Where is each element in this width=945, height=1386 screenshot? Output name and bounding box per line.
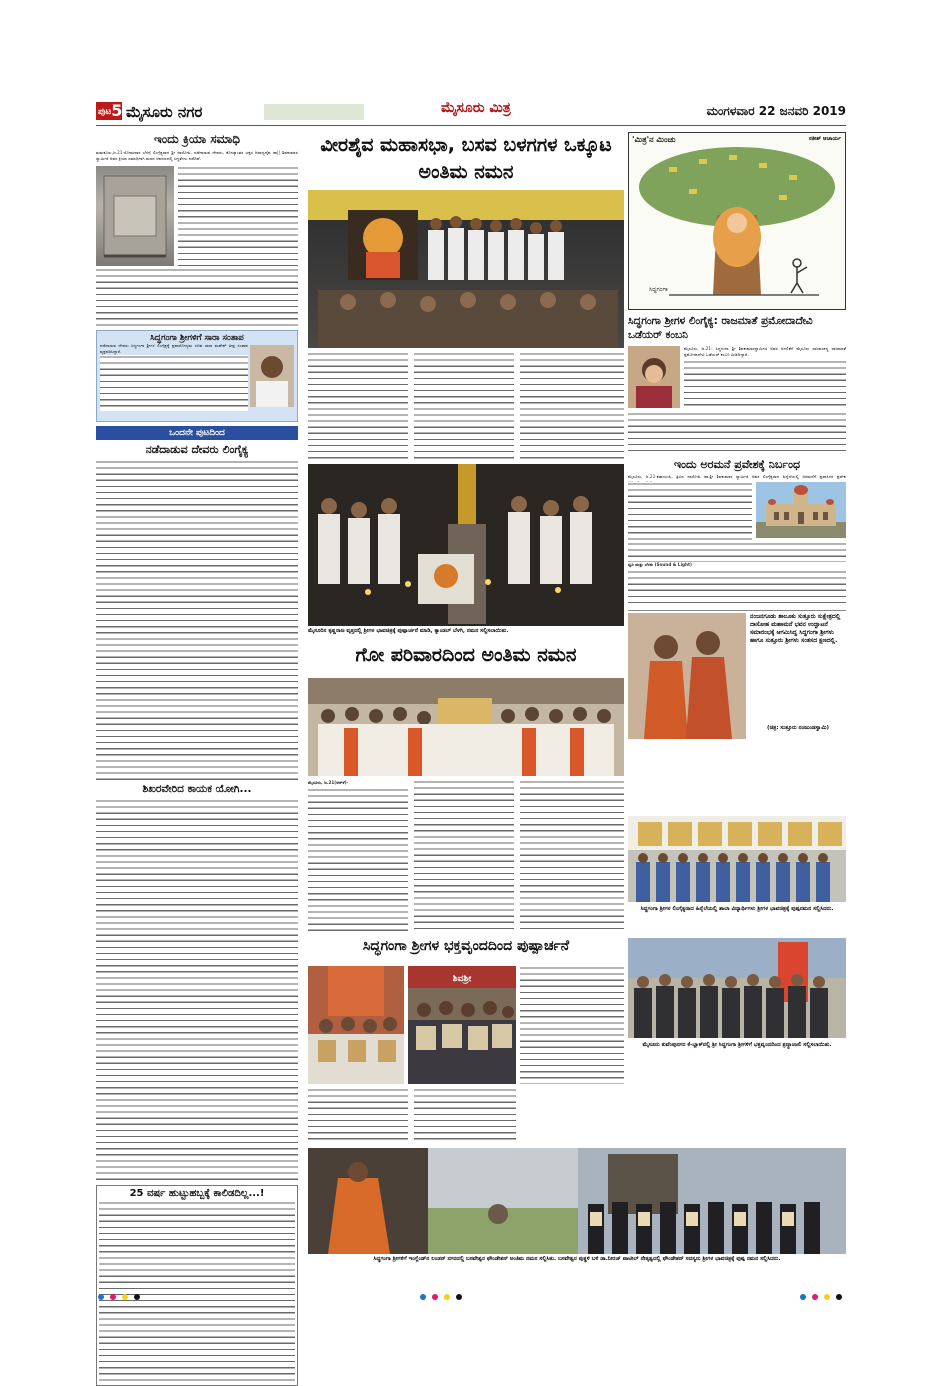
left-column [96, 132, 298, 1386]
page-number: 5 [111, 101, 123, 120]
palace-lead: ಮೈಸೂರು, ಜ.21-ಶತಾಯುಷಿ, ತ್ರಿವಿಧ ದಾಸೋಹಿ ಡಾ.ಶ್ರೀ ಶಿವಕುಮಾರ ಸ್ವಾಮೀಜಿ ಅವರ ಲಿಂಗೈಕ್ಯರಾದ ಹಿನ್ನೆಲೆಯಲ್ಲಿ ಅರಮನೆಗೆ ಪ್ರವಾಸಿಗರ ಪ್ರವೇಶ [628, 474, 846, 479]
rajamathe-headline: ಸಿದ್ಧಗಂಗಾ ಶ್ರೀಗಳ ಲಿಂಗೈಕ್ಯ: ರಾಜಮಾತೆ ಪ್ರಮೋದಾದೇವಿ ಒಡೆಯರ್ ಕಂಬನಿ [628, 315, 813, 341]
palace-entry-story [628, 474, 846, 604]
go-parivara-headline: ಗೋ ಪರಿವಾರದಿಂದ ಅಂತಿಮ ನಮನ [355, 644, 577, 666]
page-number-badge [96, 102, 122, 120]
newspaper-page [96, 96, 846, 1286]
registration-dots-center [420, 1294, 462, 1300]
mysore-palace-photo [756, 482, 846, 538]
yellow-dot [444, 1294, 450, 1300]
right-column [628, 132, 846, 1048]
registration-dots-right [800, 1294, 842, 1300]
text-block [308, 1088, 408, 1144]
main-headline: ವೀರಶೈವ ಮಹಾಸಭಾ, ಬಸವ ಬಳಗಗಳ ಒಕ್ಕೂಟ ಅಂತಿಮ ನಮನ [320, 134, 612, 183]
kuvempunagar-photo [628, 938, 846, 1038]
text-block [99, 1201, 295, 1383]
black-dot [836, 1294, 842, 1300]
birthday-box [96, 1185, 298, 1386]
magenta-dot [812, 1294, 818, 1300]
samadhi-photo [96, 166, 174, 266]
text-block [628, 570, 846, 604]
box-lead: ನಡೆದಾಡುವ ದೇವರು ಸಿದ್ಧಗಂಗಾ ಶ್ರೀಗಳ ಲಿಂಗೈಕ್ಯಕ್ಕೆ ಪ್ರವಾಸೋದ್ಯಮ ಸಚಿವ ಸಾರಾ ಮಹೇಶ್ ತೀವ್ರ ಸಂತಾಪ ವ್ಯಕ್ತಪಡಿಸಿದ್ದಾರೆ. [100, 343, 248, 355]
text-block [308, 352, 408, 460]
cyan-dot [98, 1294, 104, 1300]
text-block [100, 355, 248, 411]
cyan-dot [800, 1294, 806, 1300]
school-children-photo [628, 816, 846, 902]
seers-photo [628, 613, 746, 739]
photo-caption: ಮೈಸೂರಿನ ಕೃಷ್ಣರಾಜ ವೃತ್ತದಲ್ಲಿ ಶ್ರೀಗಳ ಭಾವಚಿತ್ರಕ್ಕೆ ಪುಷ್ಪಾರ್ಚನೆ ಮಾಡಿ, ಕ್ಯಾಂಡಲ್ ಬೆಳಗಿ, ನಮನ ಸಲ್ಲಿಸಲಾಯಿತು. [308, 628, 509, 634]
devotees-photo-1 [308, 966, 404, 1084]
text-block [96, 460, 298, 780]
text-block [414, 780, 514, 932]
magenta-dot [110, 1294, 116, 1300]
cartoon-box [628, 132, 846, 310]
text-block [628, 412, 846, 454]
text-block [684, 360, 846, 410]
story-title-lingaikya: ನಡೆದಾಡುವ ದೇವರು ಲಿಂಗೈಕ್ಯ [145, 443, 249, 456]
text-block [96, 268, 298, 326]
mahasabha-tribute-photo [308, 190, 624, 348]
rajamathe-story [628, 346, 846, 454]
cartoon-title: 'ಮಿತ್ರ'ನ ಮಿಂಚು [632, 135, 676, 144]
story-dateline: ಮೈಸೂರು, ಜ.21(ಆರ್‌ಕೆ)- [308, 780, 349, 785]
text-block [414, 352, 514, 460]
story-title-kayaka-yogi: ಶಿಖರವೇರಿದ ಕಾಯಕ ಯೋಗಿ... [142, 783, 252, 795]
text-block [520, 966, 624, 1084]
condolence-box [96, 330, 298, 422]
go-parivara-story [308, 780, 624, 932]
black-dot [134, 1294, 140, 1300]
continued-banner: ಒಂದನೇ ಪುಟದಿಂದ [96, 426, 298, 440]
section-title: ಮೈಸೂರು ನಗರ [126, 103, 203, 121]
pushparchane-story [520, 966, 624, 1084]
kuvempunagar-caption: ಮೈಸೂರು ಕುವೆಂಪುನಗರ ಕೆ-ಬ್ಲಾಕ್‌ನಲ್ಲಿ ಶ್ರೀ ಸಿದ್ಧಗಂಗಾ ಶ್ರೀಗಳಿಗೆ ಭಕ್ತವೃಂದದಿಂದ ಶ್ರದ್ಧಾಂಜಲಿ ಸಲ್ಲಿಸಲಾಯಿತು. [642, 1042, 832, 1048]
seers-caption: ನಂಜನಗೂಡು ತಾಲೂಕು ಸುತ್ತೂರು ಸುಕ್ಷೇತ್ರದಲ್ಲಿ ದಾಸೋಹ ಮಹಾಮನೆ ಭವನ ಉದ್ಘಾಟನೆ ಸಮಾರಂಭಕ್ಕೆ ಆಗಮಿಸಿದ್ದ ಸಿದ್ಧಗಂಗಾ ಶ್ರೀಗಳು ಹಾಗೂ ಸುತ್ತೂರು ಶ್ರೀಗಳು ಸಂತಸದ ಕ್ಷಣದಲ್ಲಿ. [750, 613, 841, 644]
text-block [308, 788, 408, 932]
cartoon-label: ಸಿದ್ಧಗಂಗಾ [649, 286, 668, 293]
london-tribute-photo [308, 1148, 846, 1254]
go-parivara-photo [308, 678, 624, 776]
text-block [628, 482, 752, 540]
suttur-photo-box [628, 610, 846, 742]
school-caption: ಸಿದ್ಧಗಂಗಾ ಶ್ರೀಗಳ ಲಿಂಗೈಕ್ಯರಾದ ಹಿನ್ನೆಲೆಯಲ್ಲಿ ಶಾಲಾ ವಿದ್ಯಾರ್ಥಿಗಳು ಶ್ರೀಗಳ ಭಾವಚಿತ್ರಕ್ಕೆ ಪುಷ್ಪನಮನ ಸಲ್ಲಿಸಿದರು. [640, 906, 834, 912]
yellow-dot [122, 1294, 128, 1300]
minister-photo [250, 345, 294, 407]
london-caption: ಸಿದ್ಧಗಂಗಾ ಶ್ರೀಗಳಿಗೆ ಇಂಗ್ಲೆಂಡ್‌ನ ಲಂಡನ್ ನಗರದಲ್ಲಿ ಬಸವೇಶ್ವರ ಫೌಂಡೇಶನ್ ಅಂತಿಮ ನಮನ ಸಲ್ಲಿಸಿತು. ಬಸವೇಶ್ವರ ಪುತ್ಥಳಿ ಬಳಿ ಡಾ.ನೀರಜ್ ಪಾಟೀಲ್ ನೇತೃತ್ವದಲ್ಲಿ ಫೌಂಡೇಶನ್ ಸದಸ್ಯರು ಶ್ರೀಗಳ ಭಾವಚಿತ್ರಕ್ಕೆ ಪುಷ್ಪ ನಮನ ಸಲ್ಲಿಸಿದರು. [373, 1256, 781, 1262]
sound-light-note: ಧ್ವನಿ ಮತ್ತು ಬೆಳಕು (Sound & Light) [628, 562, 692, 567]
masthead: ಮೈಸೂರು ಮಿತ್ರ [441, 100, 511, 116]
story-lead: ತುಮಕೂರು,ಜ.21-ಸೋಮವಾರ ಬೆಳಿಗ್ಗೆ ಲಿಂಗೈಕ್ಯರಾದ ಶ್ರೀ ದಾಸೋಹಿ, ನಡೆದಾಡುವ ದೇವರು, ಕೋಟ್ಯಾಂತರ ಭಕ್ತರ ಆರಾಧ್ಯದೈವ ಡಾ|| ಶಿವಕುಮಾರ ಸ್ವಾಮೀಜಿ ಅವರ ಕ್ರಿಯಾ ಸಮಾಧಿಗಾಗಿ ಮಠದ ಆವರಣದಲ್ಲಿ ಸಿದ್ಧತೆಗಳು ನಡೆದಿವೆ. [96, 150, 298, 162]
center-column [308, 132, 624, 984]
page-label: ಪುಟ [98, 107, 112, 117]
cyan-dot [420, 1294, 426, 1300]
yellow-dot [824, 1294, 830, 1300]
text-block [520, 352, 624, 460]
registration-dots-left [98, 1294, 140, 1300]
candle-tribute-photo [308, 464, 624, 626]
rajamathe-photo [628, 346, 680, 408]
black-dot [456, 1294, 462, 1300]
section-bar [264, 104, 364, 120]
shop-banner-text: ಶಿವಶ್ರೀ [452, 974, 472, 984]
cartoon-credit: ಸತೀಶ್ ಆಚಾರ್ಯ [808, 136, 841, 142]
story-title-kriya-samadhi: ಇಂದು ಕ್ರಿಯಾ ಸಮಾಧಿ [153, 132, 241, 146]
text-block [414, 1088, 516, 1144]
cartoon-drawing [629, 145, 845, 309]
pushparchane-headline: ಸಿದ್ಧಗಂಗಾ ಶ್ರೀಗಳ ಭಕ್ತವೃಂದದಿಂದ ಪುಷ್ಪಾರ್ಚನೆ [362, 938, 570, 954]
devotees-photo-2 [408, 966, 516, 1084]
text-block [520, 780, 624, 932]
magenta-dot [432, 1294, 438, 1300]
text-block [96, 799, 298, 1183]
page-header [96, 96, 846, 126]
story-title-25-years: 25 ವರ್ಷ ಹುಟ್ಟುಹಬ್ಬಕ್ಕೆ ಕಾಲಿಡದಿಲ್ಲ...! [129, 1188, 265, 1199]
photo-credit: (ಚಿತ್ರ: ಸುತ್ತೂರು ನಂಜುಂಡಸ್ವಾಮಿ) [766, 725, 830, 731]
text-block [178, 166, 298, 266]
story-body [308, 352, 624, 460]
pushparchane-body [308, 1088, 516, 1144]
rajamathe-lead: ಮೈಸೂರು, ಜ.21- ಸಿದ್ಧಗಂಗಾ ಶ್ರೀ ಶಿವಕುಮಾರಸ್ವಾಮೀಜಿ ಅವರ ಅಗಲಿಕೆಗೆ ಮೈಸೂರು ರಾಜವಂಶಸ್ಥ ರಾಜಮಾತೆ ಪ್ರಮೋದಾದೇವಿ ಒಡೆಯರ್ ಕಂಬನಿ ಮಿಡಿದಿದ್ದಾರೆ. [684, 346, 846, 358]
box-title: ಸಿದ್ಧಗಂಗಾ ಶ್ರೀಗಳಿಗೆ ಸಾರಾ ಸಂತಾಪ [150, 333, 244, 343]
issue-date: ಮಂಗಳವಾರ 22 ಜನವರಿ 2019 [706, 104, 846, 118]
text-block [628, 542, 846, 562]
palace-entry-headline: ಇಂದು ಅರಮನೆ ಪ್ರವೇಶಕ್ಕೆ ನಿರ್ಬಂಧ [673, 458, 801, 471]
